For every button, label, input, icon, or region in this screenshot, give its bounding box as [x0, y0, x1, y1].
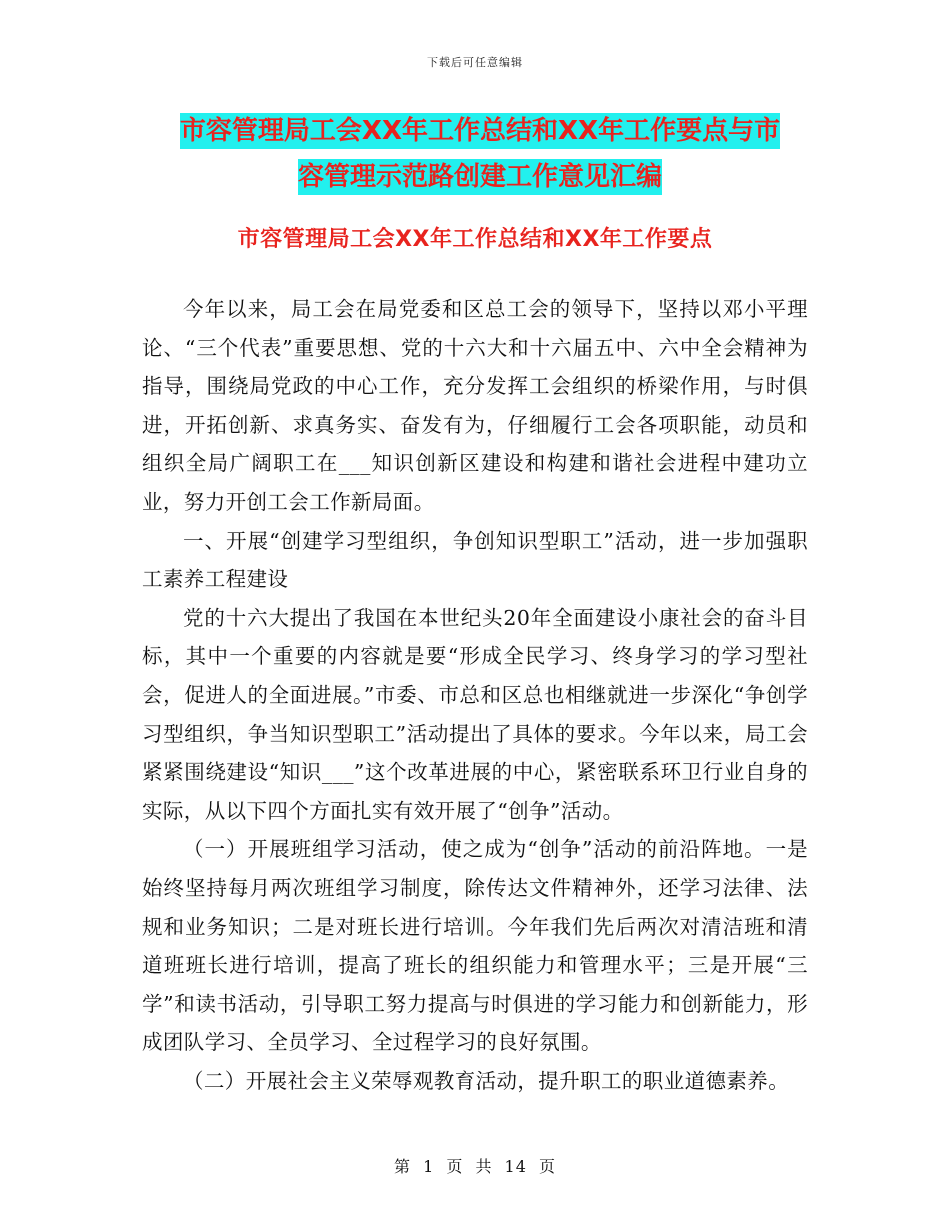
- document-body: [142, 290, 808, 1100]
- paragraph-heading-1: 一、开展“创建学习型组织，争创知识型职工”活动，进一步加强职工素养工程建设: [142, 528, 808, 592]
- main-title: [150, 108, 810, 200]
- header-note: 下载后可任意编辑: [427, 56, 523, 69]
- paragraph-intro: 今年以来，局工会在局党委和区总工会的领导下，坚持以邓小平理论、“三个代表”重要思想、党的十六大和十六届五中、六中全会精神为指导，围绕局党政的中心工作，充分发挥工会组织的桥梁作用，与时俱进，开拓创新、求真务实、奋发有为，仔细履行工会各项职能，动员和组织全局广阔职工在___知识创新区建设和构建和谐社会进程中建功立业，努力开创工会工作新局面。: [142, 297, 808, 514]
- main-title-line-1: 市容管理局工会XX年工作总结和XX年工作要点与市: [180, 113, 780, 149]
- section-title: 市容管理局工会XX年工作总结和XX年工作要点: [237, 227, 713, 252]
- paragraph-background: 党的十六大提出了我国在本世纪头20年全面建设小康社会的奋斗目标，其中一个重要的内容就是要“形成全民学习、终身学习的学习型社会，促进人的全面进展。”市委、市总和区总也相继就进一步深化“争创学习型组织，争当知识型职工”活动提出了具体的要求。今年以来，局工会紧紧围绕建设“知识___”这个改革进展的中心，紧密联系环卫行业自身的实际，从以下四个方面扎实有效开展了“创争”活动。: [142, 605, 808, 823]
- paragraph-item-2: （二）开展社会主义荣辱观教育活动，提升职工的职业道德素养。: [183, 1068, 790, 1093]
- main-title-line-2: 容管理示范路创建工作意见汇编: [298, 159, 662, 195]
- page-footer: 第 1 页 共 14 页: [394, 1157, 556, 1176]
- paragraph-item-1: （一）开展班组学习活动，使之成为“创争”活动的前沿阵地。一是始终坚持每月两次班组学习制度，除传达文件精神外，还学习法律、法规和业务知识；二是对班长进行培训。今年我们先后两次对清洁班和清道班班长进行培训，提高了班长的组织能力和管理水平；三是开展“三学”和读书活动，引导职工努力提高与时俱进的学习能力和创新能力，形成团队学习、全员学习、全过程学习的良好氛围。: [142, 837, 808, 1055]
